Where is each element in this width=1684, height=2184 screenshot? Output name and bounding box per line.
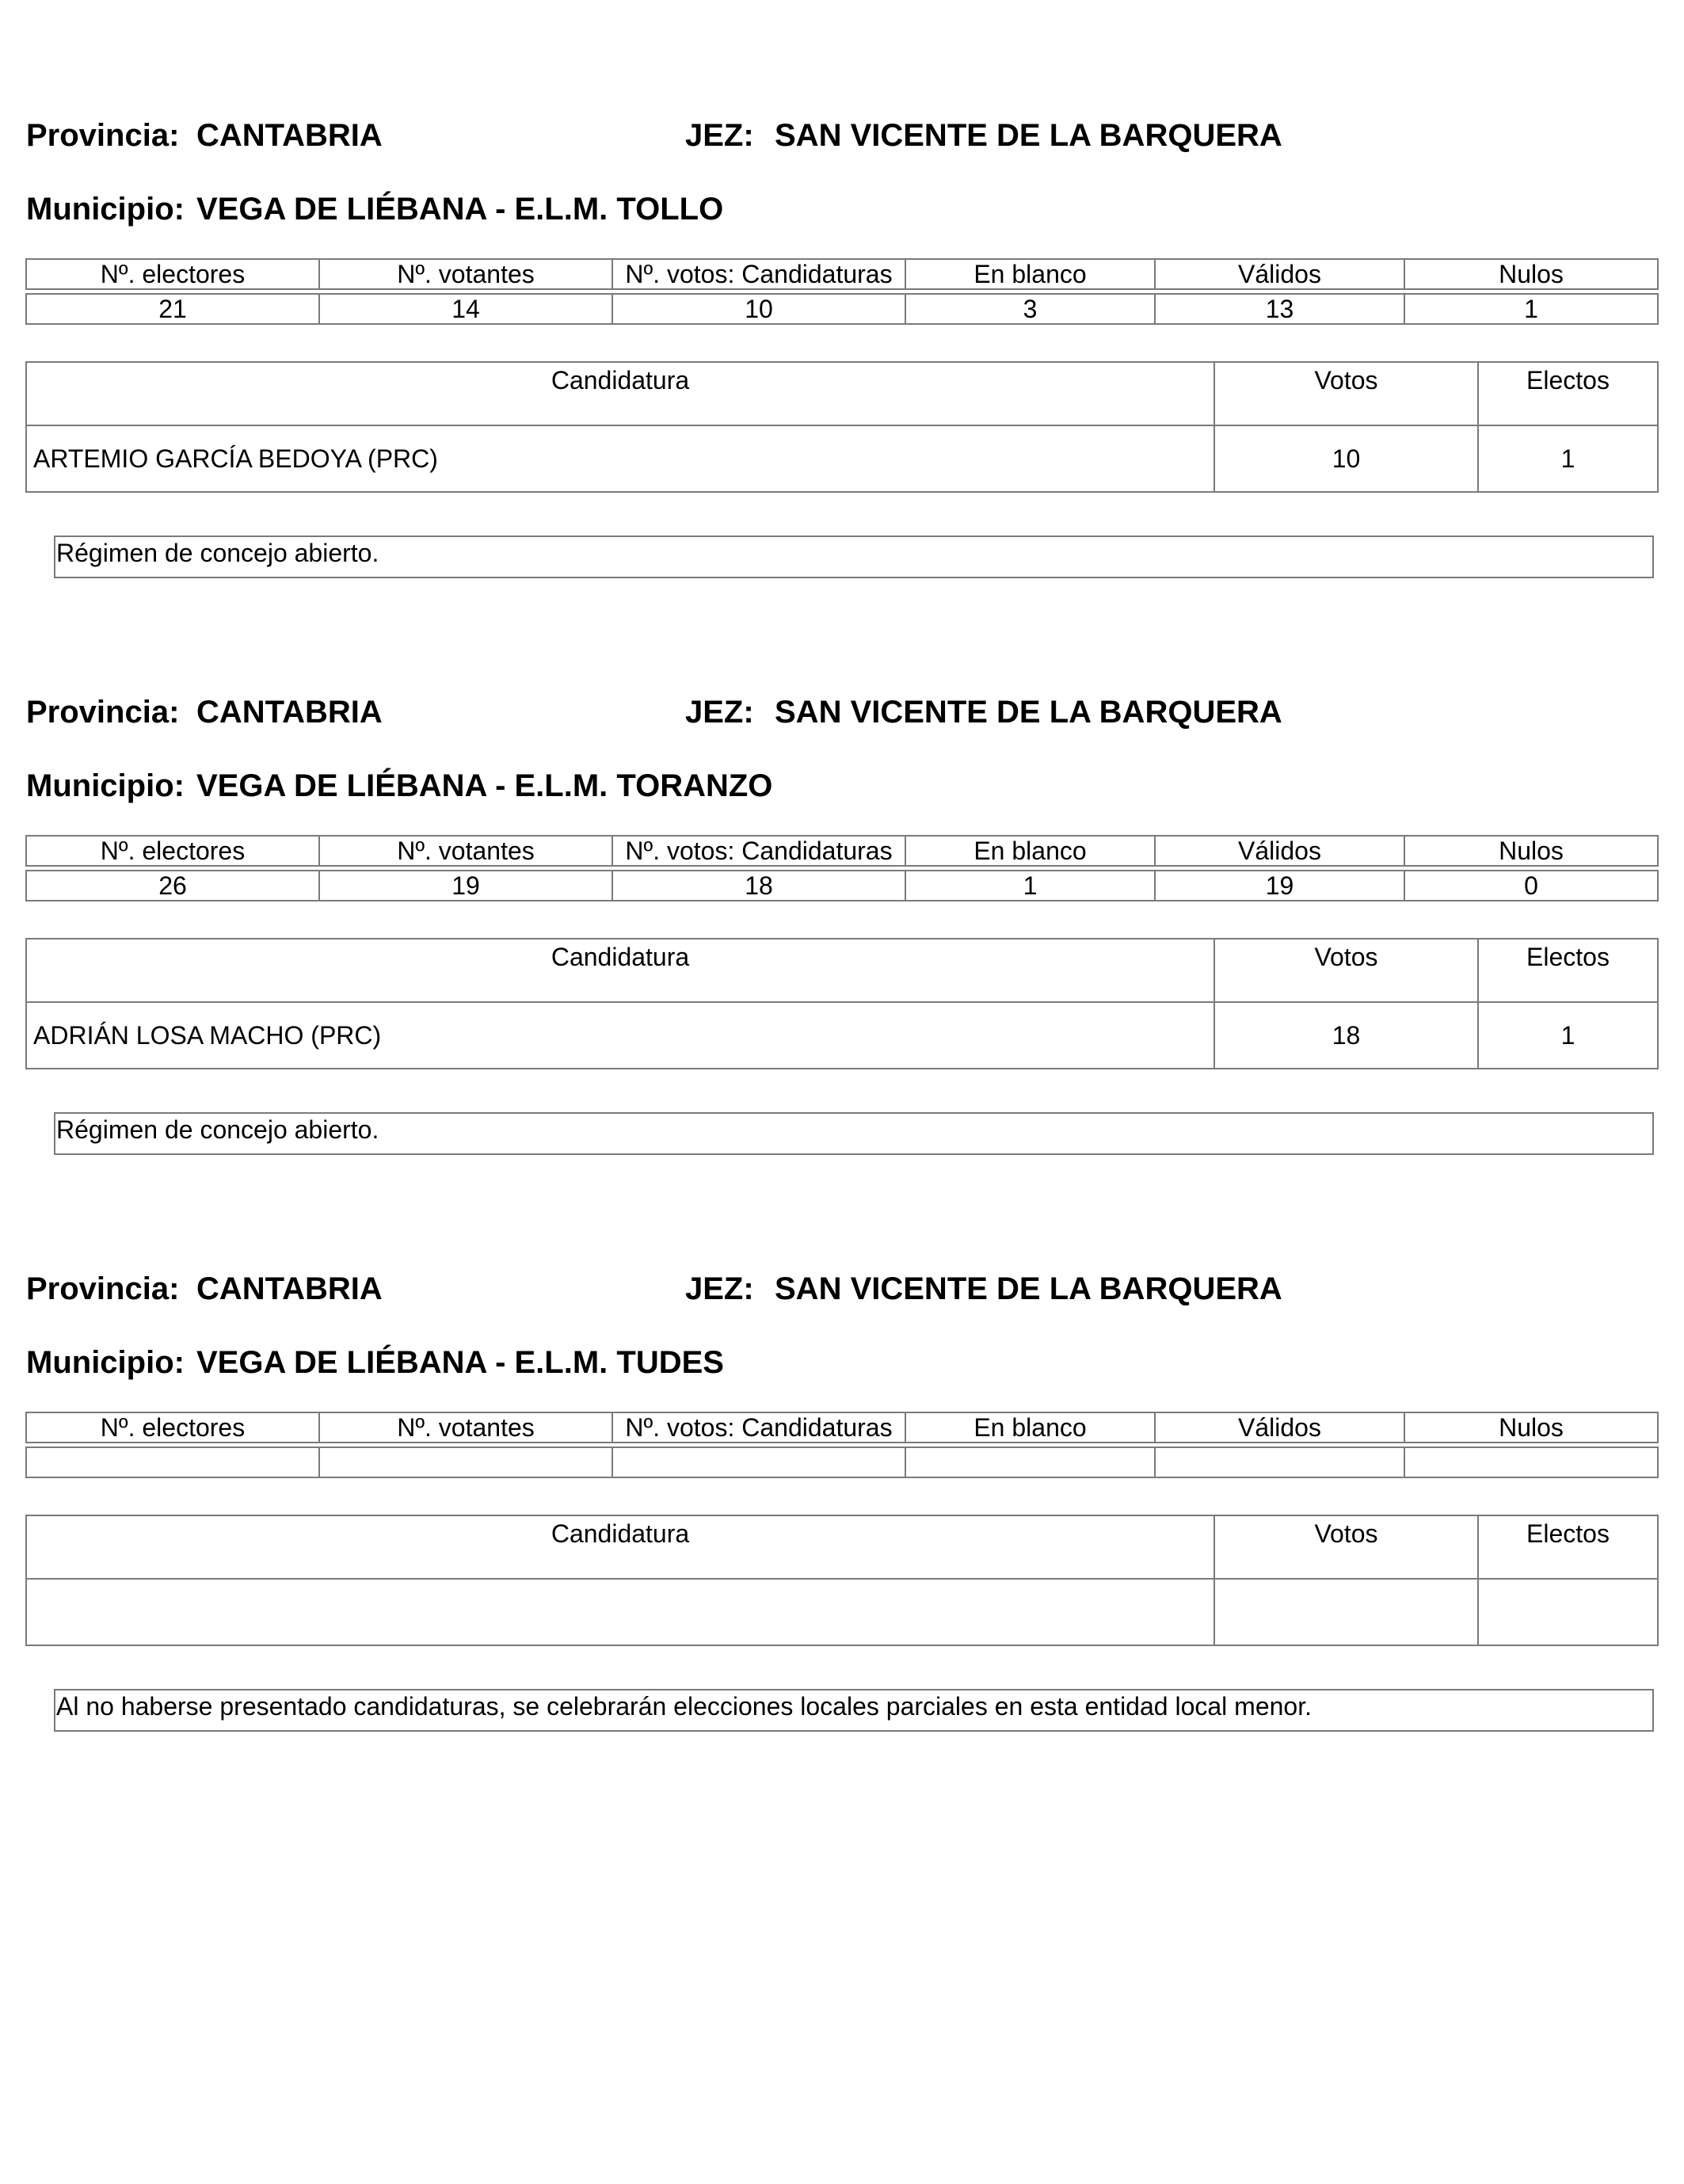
value-en-blanco: 3 xyxy=(905,294,1155,324)
value-en-blanco xyxy=(905,1447,1155,1477)
result-section-toranzo xyxy=(0,577,1684,1153)
candidates-header-row xyxy=(26,362,1658,425)
value-electores: 21 xyxy=(26,294,319,324)
header-candidatura: Candidatura xyxy=(26,1515,1214,1579)
municipio-label: Municipio: xyxy=(26,1345,185,1380)
header-validos: Válidos xyxy=(1155,1412,1404,1443)
candidate-electos: 1 xyxy=(1478,1002,1658,1069)
header-nulos: Nulos xyxy=(1404,1412,1658,1443)
stats-value-row xyxy=(26,871,1658,901)
provincia-value: CANTABRIA xyxy=(196,695,383,730)
candidates-header-row xyxy=(26,1515,1658,1579)
municipio-value: VEGA DE LIÉBANA - E.L.M. TORANZO xyxy=(196,768,773,803)
header-votos: Votos xyxy=(1214,1515,1478,1579)
value-nulos: 0 xyxy=(1404,871,1658,901)
value-nulos: 1 xyxy=(1404,294,1658,324)
value-votos-candidaturas: 18 xyxy=(612,871,905,901)
header-votantes: Nº. votantes xyxy=(319,836,612,866)
candidate-name: ADRIÁN LOSA MACHO (PRC) xyxy=(26,1002,1214,1069)
candidate-votos xyxy=(1214,1579,1478,1645)
candidate-row xyxy=(26,1579,1658,1645)
header-votos-candidaturas: Nº. votos: Candidaturas xyxy=(612,259,905,289)
value-electores: 26 xyxy=(26,871,319,901)
provincia-label: Provincia: xyxy=(26,695,180,730)
value-votos-candidaturas xyxy=(612,1447,905,1477)
municipio-label: Municipio: xyxy=(26,768,185,803)
candidate-name: ARTEMIO GARCÍA BEDOYA (PRC) xyxy=(26,425,1214,492)
candidate-name xyxy=(26,1579,1214,1645)
header-nulos: Nulos xyxy=(1404,836,1658,866)
provincia-label: Provincia: xyxy=(26,118,180,153)
value-validos: 13 xyxy=(1155,294,1404,324)
value-votantes: 19 xyxy=(319,871,612,901)
value-en-blanco: 1 xyxy=(905,871,1155,901)
header-electos: Electos xyxy=(1478,939,1658,1002)
header-candidatura: Candidatura xyxy=(26,362,1214,425)
header-en-blanco: En blanco xyxy=(905,1412,1155,1443)
header-votantes: Nº. votantes xyxy=(319,259,612,289)
stats-value-row xyxy=(26,294,1658,324)
candidates-header-row xyxy=(26,939,1658,1002)
candidates-table xyxy=(25,1515,1659,1646)
value-electores xyxy=(26,1447,319,1477)
regime-note: Al no haberse presentado candidaturas, se celebrarán elecciones locales parciales en esta entidad local menor. xyxy=(54,1689,1654,1732)
candidate-row xyxy=(26,425,1658,492)
regime-note: Régimen de concejo abierto. xyxy=(54,1112,1654,1155)
candidates-table xyxy=(25,361,1659,493)
value-votos-candidaturas: 10 xyxy=(612,294,905,324)
jez-label: JEZ: xyxy=(685,118,754,153)
candidate-votos: 10 xyxy=(1214,425,1478,492)
header-validos: Válidos xyxy=(1155,259,1404,289)
value-validos xyxy=(1155,1447,1404,1477)
header-en-blanco: En blanco xyxy=(905,259,1155,289)
stats-header-row xyxy=(26,836,1658,866)
municipio-value: VEGA DE LIÉBANA - E.L.M. TUDES xyxy=(196,1345,724,1380)
candidate-electos: 1 xyxy=(1478,425,1658,492)
header-electores: Nº. electores xyxy=(26,836,319,866)
header-votos: Votos xyxy=(1214,362,1478,425)
value-nulos xyxy=(1404,1447,1658,1477)
jez-label: JEZ: xyxy=(685,1271,754,1306)
header-electores: Nº. electores xyxy=(26,1412,319,1443)
header-votos: Votos xyxy=(1214,939,1478,1002)
stats-header-row xyxy=(26,259,1658,289)
header-nulos: Nulos xyxy=(1404,259,1658,289)
candidate-row xyxy=(26,1002,1658,1069)
stats-table xyxy=(25,1412,1659,1478)
municipio-label: Municipio: xyxy=(26,192,185,227)
provincia-value: CANTABRIA xyxy=(196,1271,383,1306)
candidates-table xyxy=(25,938,1659,1069)
value-votantes xyxy=(319,1447,612,1477)
header-electos: Electos xyxy=(1478,362,1658,425)
stats-value-row xyxy=(26,1447,1658,1477)
jez-value: SAN VICENTE DE LA BARQUERA xyxy=(775,118,1282,153)
result-section-tudes xyxy=(0,1153,1684,1730)
stats-header-row xyxy=(26,1412,1658,1443)
header-en-blanco: En blanco xyxy=(905,836,1155,866)
provincia-label: Provincia: xyxy=(26,1271,180,1306)
provincia-value: CANTABRIA xyxy=(196,118,383,153)
header-votantes: Nº. votantes xyxy=(319,1412,612,1443)
header-electores: Nº. electores xyxy=(26,259,319,289)
jez-value: SAN VICENTE DE LA BARQUERA xyxy=(775,695,1282,730)
regime-note: Régimen de concejo abierto. xyxy=(54,536,1654,578)
header-candidatura: Candidatura xyxy=(26,939,1214,1002)
header-electos: Electos xyxy=(1478,1515,1658,1579)
municipio-value: VEGA DE LIÉBANA - E.L.M. TOLLO xyxy=(196,192,724,227)
value-votantes: 14 xyxy=(319,294,612,324)
stats-table xyxy=(25,258,1659,325)
value-validos: 19 xyxy=(1155,871,1404,901)
candidate-electos xyxy=(1478,1579,1658,1645)
header-validos: Válidos xyxy=(1155,836,1404,866)
candidate-votos: 18 xyxy=(1214,1002,1478,1069)
stats-table xyxy=(25,835,1659,901)
jez-label: JEZ: xyxy=(685,695,754,730)
header-votos-candidaturas: Nº. votos: Candidaturas xyxy=(612,1412,905,1443)
jez-value: SAN VICENTE DE LA BARQUERA xyxy=(775,1271,1282,1306)
header-votos-candidaturas: Nº. votos: Candidaturas xyxy=(612,836,905,866)
result-section-tollo xyxy=(0,0,1684,577)
